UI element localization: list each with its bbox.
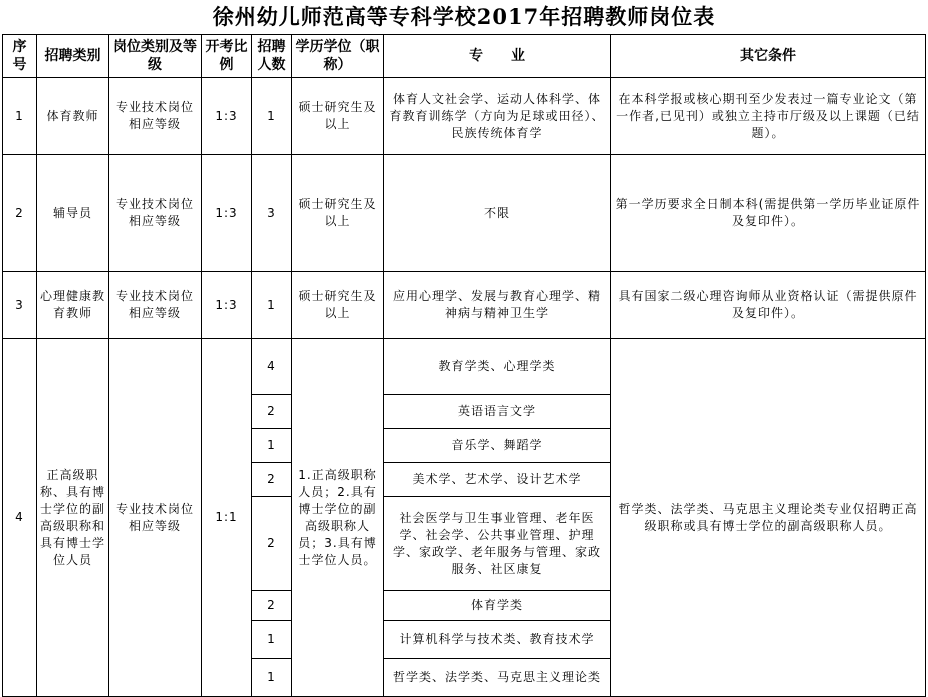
table-row: [3, 78, 926, 155]
sub-row-count: 2: [252, 463, 292, 497]
sub-row-count: 1: [252, 621, 292, 659]
row-major: 应用心理学、发展与教育心理学、精神病与精神卫生学: [384, 272, 611, 339]
row-post-type: 专业技术岗位相应等级: [109, 272, 202, 339]
sub-row-count: 2: [252, 497, 292, 591]
row-index: 4: [3, 339, 37, 697]
row-degree: 硕士研究生及以上: [292, 155, 384, 272]
table-row: [3, 339, 926, 395]
sub-row-major: 英语语言文学: [384, 395, 611, 429]
sub-row-count: 4: [252, 339, 292, 395]
row-post-type: 专业技术岗位相应等级: [109, 339, 202, 697]
sub-row-major: 社会医学与卫生事业管理、老年医学、社会学、公共事业管理、护理学、家政学、老年服务与管理、家政服务、社区康复: [384, 497, 611, 591]
row-ratio: 1:3: [202, 272, 252, 339]
row-ratio: 1:3: [202, 155, 252, 272]
sub-row-count: 1: [252, 659, 292, 697]
row-degree: 1.正高级职称人员；2.具有博士学位的副高级职称人员；3.具有博士学位人员。: [292, 339, 384, 697]
row-post-type: 专业技术岗位相应等级: [109, 78, 202, 155]
header-row: [3, 35, 926, 78]
row-major: 体育人文社会学、运动人体科学、体育教育训练学（方向为足球或田径）、民族传统体育学: [384, 78, 611, 155]
table-row: [3, 155, 926, 272]
row-other: 具有国家二级心理咨询师从业资格认证（需提供原件及复印件）。: [611, 272, 926, 339]
header-index: 序号: [3, 35, 37, 78]
row-other: 在本科学报或核心期刊至少发表过一篇专业论文（第一作者,已见刊）或独立主持市厅级及以上课题（已结题）。: [611, 78, 926, 155]
row-ratio: 1:3: [202, 78, 252, 155]
sub-row-major: 音乐学、舞蹈学: [384, 429, 611, 463]
row-degree: 硕士研究生及以上: [292, 272, 384, 339]
row-count: 1: [252, 272, 292, 339]
row-degree: 硕士研究生及以上: [292, 78, 384, 155]
row-index: 3: [3, 272, 37, 339]
header-count: 招聘人数: [252, 35, 292, 78]
sub-row-count: 2: [252, 395, 292, 429]
recruitment-table: [2, 34, 926, 697]
row-category: 辅导员: [37, 155, 109, 272]
row-other: 第一学历要求全日制本科(需提供第一学历毕业证原件及复印件）。: [611, 155, 926, 272]
row-post-type: 专业技术岗位相应等级: [109, 155, 202, 272]
sub-row-count: 2: [252, 591, 292, 621]
row-index: 1: [3, 78, 37, 155]
header-ratio: 开考比例: [202, 35, 252, 78]
sub-row-count: 1: [252, 429, 292, 463]
header-category: 招聘类别: [37, 35, 109, 78]
row-other: 哲学类、法学类、马克思主义理论类专业仅招聘正高级职称或具有博士学位的副高级职称人员。: [611, 339, 926, 697]
page-title: 徐州幼儿师范高等专科学校2017年招聘教师岗位表: [212, 4, 716, 29]
row-category: 正高级职称、具有博士学位的副高级职称和具有博士学位人员: [37, 339, 109, 697]
sub-row-major: 体育学类: [384, 591, 611, 621]
row-major: 不限: [384, 155, 611, 272]
table-row: [3, 272, 926, 339]
header-post-type: 岗位类别及等级: [109, 35, 202, 78]
row-category: 心理健康教育教师: [37, 272, 109, 339]
header-other: 其它条件: [611, 35, 926, 78]
row-count: 3: [252, 155, 292, 272]
header-major: 专 业: [384, 35, 611, 78]
header-degree: 学历学位（职称）: [292, 35, 384, 78]
sub-row-major: 美术学、艺术学、设计艺术学: [384, 463, 611, 497]
sub-row-major: 哲学类、法学类、马克思主义理论类: [384, 659, 611, 697]
row-category: 体育教师: [37, 78, 109, 155]
row-index: 2: [3, 155, 37, 272]
row-count: 1: [252, 78, 292, 155]
sub-row-major: 计算机科学与技术类、教育技术学: [384, 621, 611, 659]
row-ratio: 1:1: [202, 339, 252, 697]
sub-row-major: 教育学类、心理学类: [384, 339, 611, 395]
